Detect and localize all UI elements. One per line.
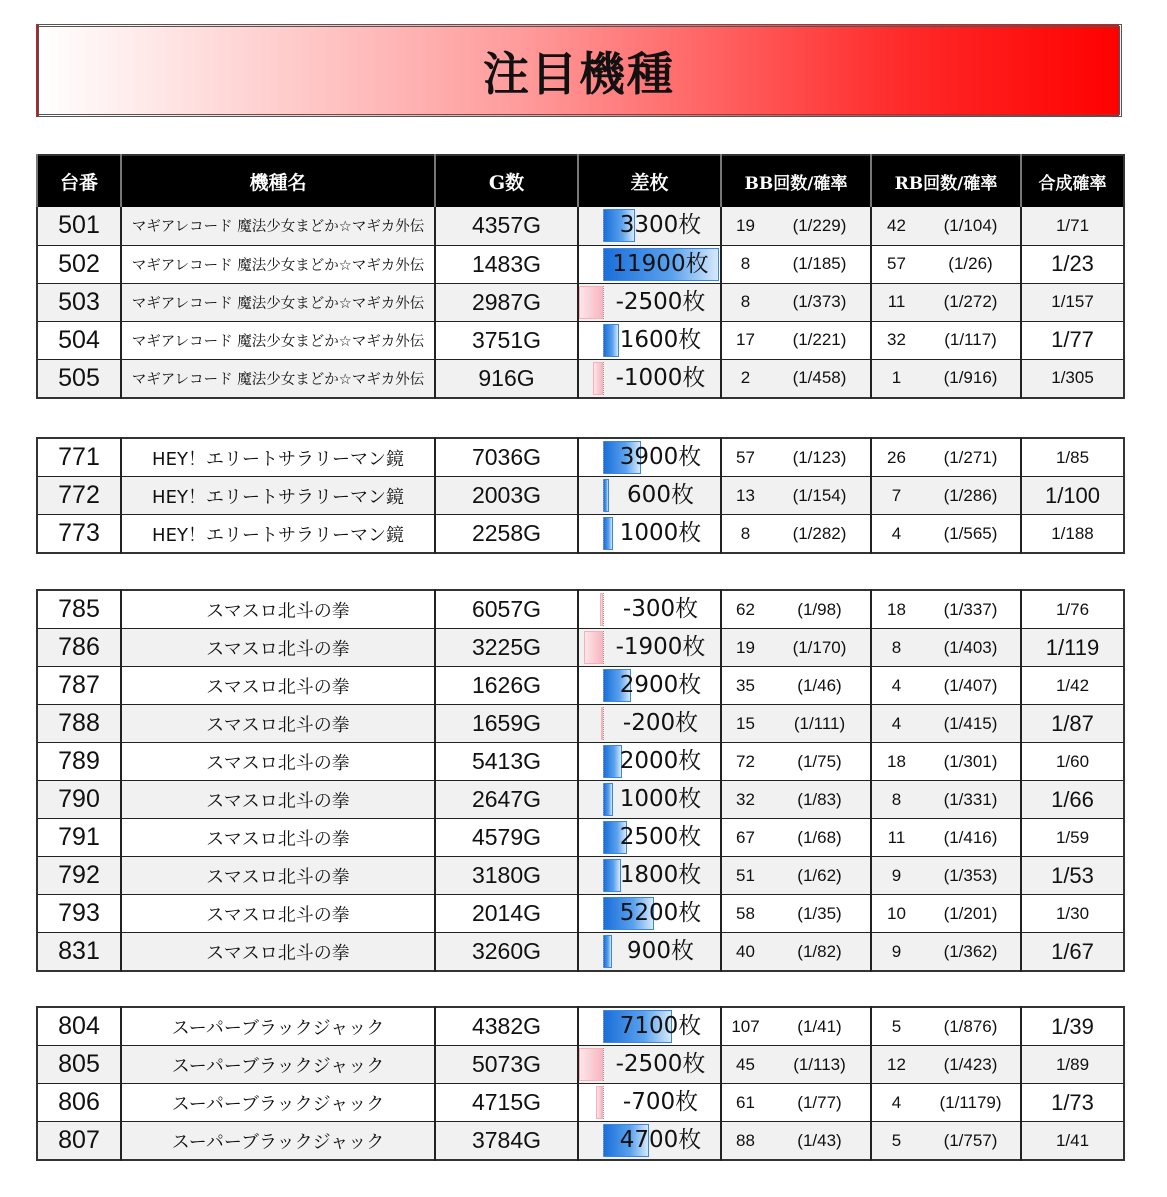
rb-count: 4 (871, 705, 921, 743)
bb-probability: (1/75) (769, 743, 871, 781)
bb-probability: (1/154) (769, 477, 871, 515)
coin-diff-value: -300枚 (622, 596, 699, 622)
table-row (37, 477, 1124, 515)
machine-name: HEY！エリートサラリーマン鏡 (121, 515, 435, 554)
table-row (37, 283, 1124, 321)
machine-number: 806 (37, 1084, 121, 1122)
machine-number: 788 (37, 705, 121, 743)
header-diff: 差枚 (578, 155, 721, 207)
coin-diff-value: -200枚 (622, 710, 699, 736)
bb-probability: (1/229) (769, 207, 871, 245)
coin-diff-cell (578, 283, 721, 321)
table-row (37, 781, 1124, 819)
header-name: 機種名 (121, 155, 435, 207)
coin-diff-cell (578, 1084, 721, 1122)
coin-diff-cell (578, 781, 721, 819)
table-row (37, 933, 1124, 972)
bb-count: 62 (721, 590, 769, 629)
coin-diff-cell (578, 1122, 721, 1161)
combined-probability: 1/67 (1021, 933, 1124, 972)
machine-number: 790 (37, 781, 121, 819)
coin-diff-value: -700枚 (622, 1089, 699, 1115)
coin-diff-cell (578, 667, 721, 705)
rb-probability: (1/916) (921, 359, 1021, 398)
bb-count: 35 (721, 667, 769, 705)
machine-number: 504 (37, 321, 121, 359)
bb-probability: (1/221) (769, 321, 871, 359)
bb-probability: (1/111) (769, 705, 871, 743)
combined-probability: 1/71 (1021, 207, 1124, 245)
rb-probability: (1/415) (921, 705, 1021, 743)
machine-name: HEY！エリートサラリーマン鏡 (121, 438, 435, 477)
combined-probability: 1/305 (1021, 359, 1124, 398)
bb-probability: (1/77) (769, 1084, 871, 1122)
rb-count: 10 (871, 895, 921, 933)
coin-diff-value: 2000枚 (619, 748, 702, 774)
machine-name: スーパーブラックジャック (121, 1122, 435, 1161)
rb-probability: (1/362) (921, 933, 1021, 972)
coin-diff-value: 1000枚 (619, 786, 702, 812)
rb-count: 11 (871, 283, 921, 321)
coin-diff-value: 900枚 (627, 938, 694, 964)
game-count: 4715G (435, 1084, 578, 1122)
combined-probability: 1/59 (1021, 819, 1124, 857)
bb-probability: (1/68) (769, 819, 871, 857)
coin-diff-cell (578, 1007, 721, 1046)
coin-diff-value: 1000枚 (619, 520, 702, 546)
machine-table (36, 154, 1125, 399)
rb-probability: (1/286) (921, 477, 1021, 515)
table-row (37, 438, 1124, 477)
coin-diff-value: -2500枚 (615, 1051, 706, 1077)
combined-probability: 1/188 (1021, 515, 1124, 554)
bb-count: 58 (721, 895, 769, 933)
machine-name: スマスロ北斗の拳 (121, 933, 435, 972)
game-count: 4579G (435, 819, 578, 857)
bb-probability: (1/113) (769, 1046, 871, 1084)
header-rb: RB回数/確率 (871, 155, 1021, 207)
rb-count: 4 (871, 667, 921, 705)
combined-probability: 1/23 (1021, 245, 1124, 283)
rb-probability: (1/757) (921, 1122, 1021, 1161)
header-bb: BB回数/確率 (721, 155, 871, 207)
coin-diff-cell (578, 438, 721, 477)
bb-count: 17 (721, 321, 769, 359)
game-count: 4382G (435, 1007, 578, 1046)
rb-probability: (1/117) (921, 321, 1021, 359)
rb-probability: (1/301) (921, 743, 1021, 781)
machine-name: スマスロ北斗の拳 (121, 590, 435, 629)
bb-count: 13 (721, 477, 769, 515)
rb-count: 12 (871, 1046, 921, 1084)
game-count: 2647G (435, 781, 578, 819)
header-g: G数 (435, 155, 578, 207)
coin-diff-cell (578, 359, 721, 398)
machine-number: 791 (37, 819, 121, 857)
table-row (37, 207, 1124, 245)
game-count: 1483G (435, 245, 578, 283)
rb-probability: (1/1179) (921, 1084, 1021, 1122)
rb-count: 4 (871, 515, 921, 554)
game-count: 3180G (435, 857, 578, 895)
bb-count: 8 (721, 245, 769, 283)
combined-probability: 1/76 (1021, 590, 1124, 629)
bb-count: 45 (721, 1046, 769, 1084)
bb-count: 19 (721, 629, 769, 667)
machine-number: 773 (37, 515, 121, 554)
rb-probability: (1/876) (921, 1007, 1021, 1046)
combined-probability: 1/53 (1021, 857, 1124, 895)
table-row (37, 1122, 1124, 1161)
coin-diff-value: -1900枚 (615, 634, 706, 660)
bb-probability: (1/82) (769, 933, 871, 972)
table-row (37, 819, 1124, 857)
game-count: 2258G (435, 515, 578, 554)
rb-probability: (1/26) (921, 245, 1021, 283)
rb-probability: (1/416) (921, 819, 1021, 857)
game-count: 2014G (435, 895, 578, 933)
header-row (37, 155, 1124, 207)
machine-name: スーパーブラックジャック (121, 1084, 435, 1122)
machine-name: スマスロ北斗の拳 (121, 629, 435, 667)
machine-name: マギアレコード 魔法少女まどか☆マギカ外伝 (121, 245, 435, 283)
table-row (37, 743, 1124, 781)
rb-probability: (1/423) (921, 1046, 1021, 1084)
combined-probability: 1/30 (1021, 895, 1124, 933)
coin-diff-cell (578, 207, 721, 245)
coin-diff-value: 1800枚 (619, 862, 702, 888)
machine-number: 505 (37, 359, 121, 398)
combined-probability: 1/87 (1021, 705, 1124, 743)
coin-diff-cell (578, 819, 721, 857)
machine-name: マギアレコード 魔法少女まどか☆マギカ外伝 (121, 359, 435, 398)
machine-table (36, 437, 1125, 554)
machine-name: スマスロ北斗の拳 (121, 705, 435, 743)
bb-probability: (1/282) (769, 515, 871, 554)
coin-diff-cell (578, 895, 721, 933)
coin-diff-value: -1000枚 (615, 364, 706, 391)
rb-probability: (1/331) (921, 781, 1021, 819)
combined-probability: 1/73 (1021, 1084, 1124, 1122)
machine-name: スマスロ北斗の拳 (121, 819, 435, 857)
rb-count: 4 (871, 1084, 921, 1122)
coin-diff-cell (578, 705, 721, 743)
table-row (37, 245, 1124, 283)
rb-probability: (1/403) (921, 629, 1021, 667)
rb-probability: (1/201) (921, 895, 1021, 933)
game-count: 3784G (435, 1122, 578, 1161)
rb-count: 32 (871, 321, 921, 359)
machine-number: 792 (37, 857, 121, 895)
game-count: 2987G (435, 283, 578, 321)
coin-diff-cell (578, 933, 721, 972)
rb-count: 8 (871, 781, 921, 819)
game-count: 6057G (435, 590, 578, 629)
rb-count: 11 (871, 819, 921, 857)
combined-probability: 1/77 (1021, 321, 1124, 359)
rb-probability: (1/407) (921, 667, 1021, 705)
rb-probability: (1/272) (921, 283, 1021, 321)
rb-count: 42 (871, 207, 921, 245)
machine-number: 771 (37, 438, 121, 477)
machine-number: 805 (37, 1046, 121, 1084)
coin-diff-value: 7100枚 (619, 1013, 702, 1039)
table-row (37, 629, 1124, 667)
game-count: 5073G (435, 1046, 578, 1084)
table-row (37, 857, 1124, 895)
coin-diff-cell (578, 515, 721, 554)
combined-probability: 1/41 (1021, 1122, 1124, 1161)
coin-diff-cell (578, 245, 721, 283)
table-row (37, 590, 1124, 629)
machine-number: 787 (37, 667, 121, 705)
rb-count: 7 (871, 477, 921, 515)
bb-probability: (1/98) (769, 590, 871, 629)
coin-diff-cell (578, 477, 721, 515)
machine-number: 804 (37, 1007, 121, 1046)
machine-name: スマスロ北斗の拳 (121, 781, 435, 819)
machine-number: 831 (37, 933, 121, 972)
machine-number: 502 (37, 245, 121, 283)
game-count: 1626G (435, 667, 578, 705)
coin-diff-value: 2900枚 (619, 672, 702, 698)
game-count: 7036G (435, 438, 578, 477)
game-count: 2003G (435, 477, 578, 515)
combined-probability: 1/157 (1021, 283, 1124, 321)
machine-number: 503 (37, 283, 121, 321)
bb-count: 2 (721, 359, 769, 398)
bb-count: 72 (721, 743, 769, 781)
bb-count: 8 (721, 283, 769, 321)
bb-count: 15 (721, 705, 769, 743)
game-count: 3751G (435, 321, 578, 359)
rb-count: 18 (871, 590, 921, 629)
coin-diff-value: -2500枚 (615, 288, 706, 315)
rb-probability: (1/104) (921, 207, 1021, 245)
bb-probability: (1/185) (769, 245, 871, 283)
machine-name: スーパーブラックジャック (121, 1046, 435, 1084)
bb-probability: (1/458) (769, 359, 871, 398)
table-row (37, 705, 1124, 743)
coin-diff-value: 2500枚 (619, 824, 702, 850)
rb-count: 57 (871, 245, 921, 283)
combined-probability: 1/60 (1021, 743, 1124, 781)
machine-number: 789 (37, 743, 121, 781)
machine-name: スマスロ北斗の拳 (121, 895, 435, 933)
machine-name: マギアレコード 魔法少女まどか☆マギカ外伝 (121, 207, 435, 245)
bb-count: 88 (721, 1122, 769, 1161)
header-comb: 合成確率 (1021, 155, 1124, 207)
machine-name: マギアレコード 魔法少女まどか☆マギカ外伝 (121, 283, 435, 321)
coin-diff-cell (578, 321, 721, 359)
coin-diff-cell (578, 743, 721, 781)
rb-count: 26 (871, 438, 921, 477)
rb-count: 1 (871, 359, 921, 398)
table-row (37, 1084, 1124, 1122)
bb-count: 32 (721, 781, 769, 819)
title-banner (36, 24, 1122, 117)
machine-number: 807 (37, 1122, 121, 1161)
rb-probability: (1/565) (921, 515, 1021, 554)
table-row (37, 1007, 1124, 1046)
machine-name: マギアレコード 魔法少女まどか☆マギカ外伝 (121, 321, 435, 359)
game-count: 4357G (435, 207, 578, 245)
machine-name: HEY！エリートサラリーマン鏡 (121, 477, 435, 515)
bb-count: 51 (721, 857, 769, 895)
coin-diff-cell (578, 629, 721, 667)
machine-name: スマスロ北斗の拳 (121, 667, 435, 705)
rb-count: 5 (871, 1007, 921, 1046)
coin-diff-value: 3900枚 (619, 444, 702, 470)
combined-probability: 1/89 (1021, 1046, 1124, 1084)
bb-probability: (1/46) (769, 667, 871, 705)
bb-count: 61 (721, 1084, 769, 1122)
coin-diff-cell (578, 590, 721, 629)
coin-diff-value: 11900枚 (612, 250, 709, 277)
bb-probability: (1/373) (769, 283, 871, 321)
table-row (37, 321, 1124, 359)
machine-number: 501 (37, 207, 121, 245)
machine-number: 772 (37, 477, 121, 515)
bb-probability: (1/41) (769, 1007, 871, 1046)
machine-number: 786 (37, 629, 121, 667)
machine-number: 785 (37, 590, 121, 629)
rb-probability: (1/353) (921, 857, 1021, 895)
table-row (37, 359, 1124, 398)
machine-table (36, 589, 1125, 972)
bb-probability: (1/123) (769, 438, 871, 477)
rb-count: 9 (871, 857, 921, 895)
game-count: 1659G (435, 705, 578, 743)
combined-probability: 1/100 (1021, 477, 1124, 515)
coin-diff-value: 600枚 (627, 482, 694, 508)
table-row (37, 667, 1124, 705)
rb-count: 9 (871, 933, 921, 972)
bb-probability: (1/35) (769, 895, 871, 933)
rb-probability: (1/271) (921, 438, 1021, 477)
table-row (37, 515, 1124, 554)
table-row (37, 1046, 1124, 1084)
page-title: 注目機種 (483, 46, 675, 101)
combined-probability: 1/39 (1021, 1007, 1124, 1046)
game-count: 3225G (435, 629, 578, 667)
bb-count: 67 (721, 819, 769, 857)
combined-probability: 1/42 (1021, 667, 1124, 705)
bb-probability: (1/83) (769, 781, 871, 819)
combined-probability: 1/119 (1021, 629, 1124, 667)
coin-diff-cell (578, 1046, 721, 1084)
coin-diff-value: 1600枚 (619, 326, 702, 353)
rb-probability: (1/337) (921, 590, 1021, 629)
machine-name: スーパーブラックジャック (121, 1007, 435, 1046)
bb-count: 57 (721, 438, 769, 477)
coin-diff-value: 3300枚 (619, 212, 702, 239)
table-row (37, 895, 1124, 933)
machine-number: 793 (37, 895, 121, 933)
bb-count: 19 (721, 207, 769, 245)
game-count: 5413G (435, 743, 578, 781)
rb-count: 18 (871, 743, 921, 781)
rb-count: 5 (871, 1122, 921, 1161)
coin-diff-value: 4700枚 (619, 1127, 702, 1153)
bb-probability: (1/43) (769, 1122, 871, 1161)
combined-probability: 1/85 (1021, 438, 1124, 477)
coin-diff-cell (578, 857, 721, 895)
game-count: 916G (435, 359, 578, 398)
header-no: 台番 (37, 155, 121, 207)
game-count: 3260G (435, 933, 578, 972)
bb-count: 8 (721, 515, 769, 554)
machine-table (36, 1006, 1125, 1161)
machine-name: スマスロ北斗の拳 (121, 857, 435, 895)
machine-name: スマスロ北斗の拳 (121, 743, 435, 781)
bb-probability: (1/62) (769, 857, 871, 895)
combined-probability: 1/66 (1021, 781, 1124, 819)
bb-count: 40 (721, 933, 769, 972)
bb-probability: (1/170) (769, 629, 871, 667)
rb-count: 8 (871, 629, 921, 667)
bb-count: 107 (721, 1007, 769, 1046)
coin-diff-value: 5200枚 (619, 900, 702, 926)
